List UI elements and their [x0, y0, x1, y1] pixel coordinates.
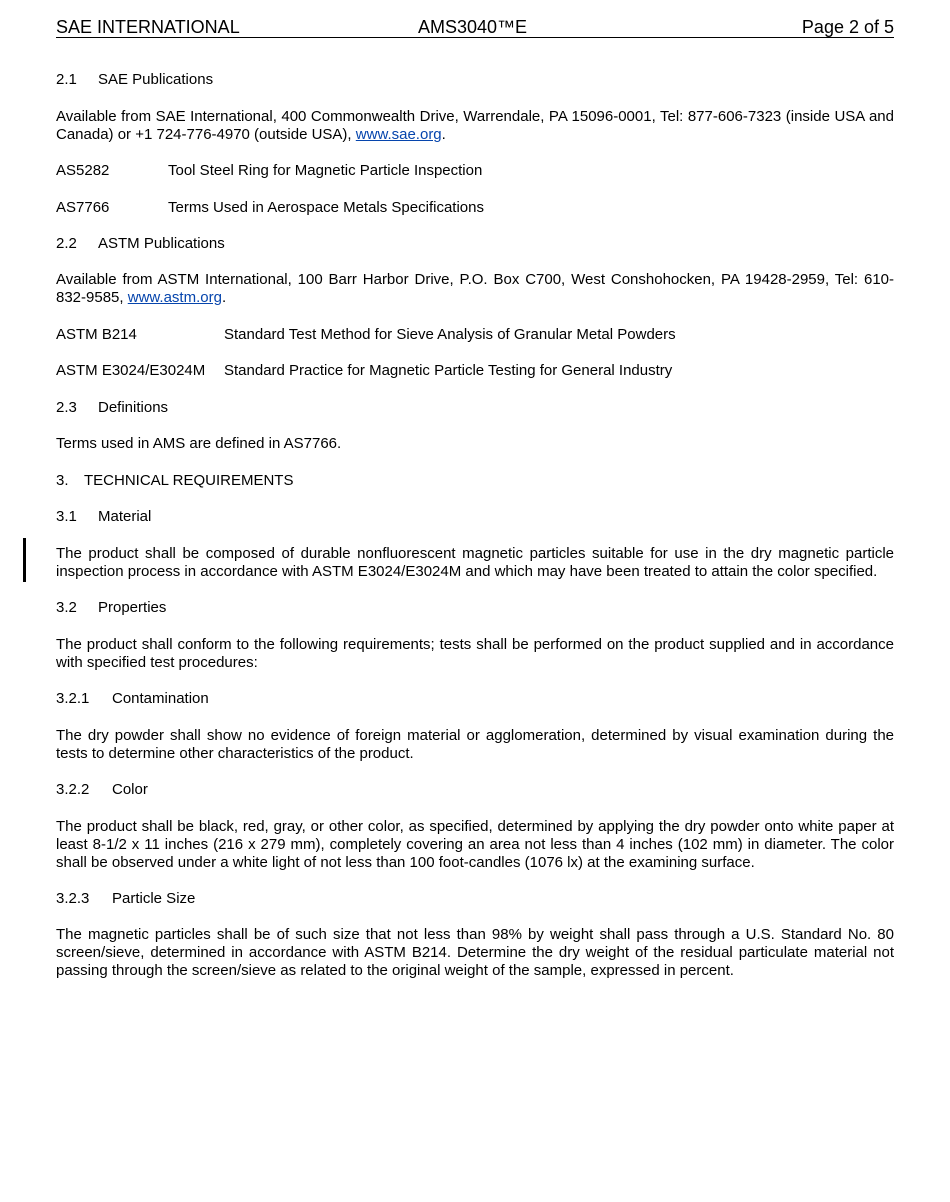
reference-code: AS7766: [56, 199, 110, 216]
section-heading-2-3: [56, 399, 894, 417]
section-title: ASTM Publications: [98, 235, 225, 252]
reference-title: Standard Test Method for Sieve Analysis of Granular Metal Powders: [224, 326, 676, 343]
section-heading-2-2: [56, 235, 894, 253]
section-heading-3-1: [56, 508, 894, 526]
section-number: 2.1: [56, 71, 77, 88]
reference-code: ASTM B214: [56, 326, 137, 343]
section-number: 3.2.1: [56, 690, 90, 707]
section-heading-2-1: [56, 71, 894, 89]
section-title: TECHNICAL REQUIREMENTS: [84, 472, 294, 489]
section-number: 2.3: [56, 399, 77, 416]
astm-website-link[interactable]: www.astm.org: [127, 289, 222, 306]
reference-title: Terms Used in Aerospace Metals Specifications: [168, 199, 484, 216]
paragraph-text: Available from SAE International, 400 Commonwealth Drive, Warrendale, PA 15096-0001, Tel: 877-606-7323 (inside USA and Canada) or +1 724-776-4970 (outside USA),: [56, 108, 894, 143]
paragraph-text: Available from ASTM International, 100 Barr Harbor Drive, P.O. Box C700, West Conshohocken, PA 19428-2959, Tel: 610-832-9585,: [56, 271, 894, 306]
paragraph-material: The product shall be composed of durable nonfluorescent magnetic particles suitable for use in the dry magnetic particle inspection process in accordance with ASTM E3024/E3024M and which may have been treated to attain the color specified.: [56, 545, 894, 580]
section-number: 3.2.2: [56, 781, 90, 798]
section-number: 2.2: [56, 235, 77, 252]
sae-website-link[interactable]: www.sae.org: [355, 126, 442, 143]
section-heading-3-2-1: [56, 690, 894, 708]
section-number: 3.2: [56, 599, 77, 616]
paragraph-color: The product shall be black, red, gray, or other color, as specified, determined by applying the dry powder onto white paper at least 8-1/2 x 11 inches (216 x 279 mm), completely covering an area not less than 4 inches (102 mm) in diameter. The color shall be observed under a white light of not less than 100 foot-candles (1076 lx) at the examining surface.: [56, 818, 894, 871]
section-number: 3.1: [56, 508, 77, 525]
header-doc-id: AMS3040™E: [418, 17, 528, 37]
reference-code: ASTM E3024/E3024M: [56, 362, 206, 379]
reference-title: Tool Steel Ring for Magnetic Particle Inspection: [168, 162, 483, 179]
paragraph-particle-size: The magnetic particles shall be of such size that not less than 98% by weight shall pass through a U.S. Standard No. 80 screen/sieve, determined in accordance with ASTM B214. Determine the dry weight of the residual particulate material not passing through the screen/sieve as related to the original weight of the sample, expressed in percent.: [56, 926, 894, 979]
section-title: SAE Publications: [98, 71, 214, 88]
paragraph-sae-availability: [56, 108, 894, 144]
section-title: Contamination: [112, 690, 209, 707]
section-title: Particle Size: [112, 890, 196, 907]
section-title: Color: [112, 781, 148, 798]
section-number: 3.2.3: [56, 890, 90, 907]
section-number: 3.: [56, 472, 69, 489]
reference-title: Standard Practice for Magnetic Particle Testing for General Industry: [224, 362, 673, 379]
header-page-number: Page 2 of 5: [801, 17, 894, 37]
section-heading-3-2-3: [56, 890, 894, 908]
header-org: SAE INTERNATIONAL: [56, 17, 240, 37]
paragraph-end: .: [221, 289, 227, 306]
paragraph-definitions: Terms used in AMS are defined in AS7766.: [56, 435, 342, 452]
reference-row: [56, 326, 894, 344]
paragraph-contamination: The dry powder shall show no evidence of foreign material or agglomeration, determined by visual examination during the tests to determine other characteristics of the product.: [56, 727, 894, 762]
paragraph-end: .: [441, 126, 446, 143]
section-title: Properties: [98, 599, 167, 616]
page-header: [56, 17, 894, 38]
section-heading-3: [56, 472, 894, 490]
section-heading-3-2: [56, 599, 894, 617]
section-title: Definitions: [98, 399, 169, 416]
revision-change-bar: [23, 538, 26, 582]
reference-row: [56, 199, 894, 217]
paragraph-astm-availability: [56, 271, 894, 307]
reference-code: AS5282: [56, 162, 110, 179]
reference-row: [56, 362, 894, 380]
reference-row: [56, 162, 894, 180]
paragraph-properties: The product shall conform to the following requirements; tests shall be performed on the product supplied and in accordance with specified test procedures:: [56, 636, 894, 671]
section-title: Material: [98, 508, 152, 525]
section-heading-3-2-2: [56, 781, 894, 799]
